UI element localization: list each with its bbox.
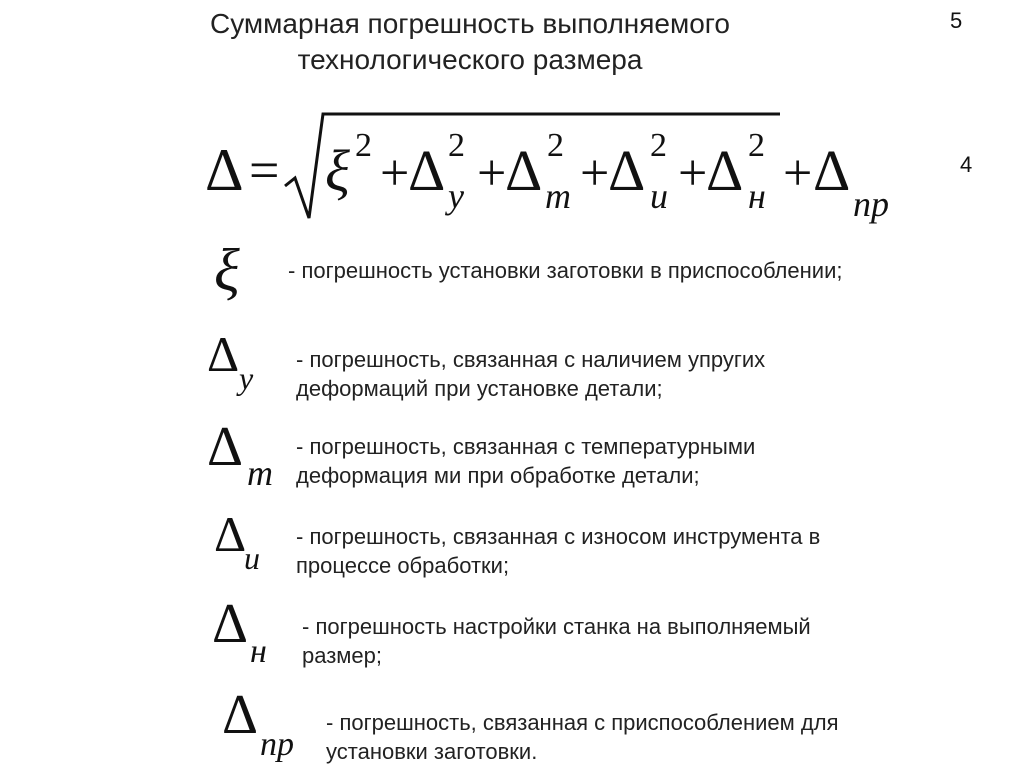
formula-xi: ξ: [325, 138, 350, 203]
definition-symbol-delta-pr: [220, 685, 330, 765]
definition-symbol-xi: [212, 238, 282, 308]
definition-delta-n: [302, 612, 811, 670]
definition-delta-i: [296, 522, 820, 580]
formula-total-delta: Δ: [205, 137, 244, 203]
formula-number: 4: [960, 152, 973, 177]
delta-t-symbol-svg: [205, 415, 295, 495]
formula-delta-y: Δ: [408, 138, 446, 203]
formula-equals: =: [249, 140, 280, 200]
formula-delta-t: Δ: [505, 138, 543, 203]
formula-sub-n: н: [748, 176, 766, 216]
definition-delta-y: [296, 345, 765, 403]
formula-sub-pr: пр: [853, 184, 889, 224]
definition-delta-pr-line-1: - погрешность, связанная с приспособлением для: [326, 710, 839, 735]
definition-delta-i-line-1: - погрешность, связанная с износом инструмента в: [296, 524, 821, 549]
title-line-1: Суммарная погрешность выполняемого: [210, 8, 730, 39]
title-line-2: технологического размера: [297, 44, 643, 75]
delta-pr-subscript: пр: [260, 726, 294, 763]
delta-n-symbol-svg: [210, 592, 300, 672]
formula-sub-i: и: [650, 176, 668, 216]
delta-y-symbol: Δ: [207, 326, 240, 382]
delta-y-symbol-svg: [205, 325, 285, 400]
delta-i-subscript: и: [244, 540, 260, 576]
formula-delta-i: Δ: [608, 138, 646, 203]
delta-n-subscript: н: [250, 633, 267, 670]
slide-number: 5: [950, 8, 963, 33]
definition-symbol-delta-n: [210, 592, 300, 672]
delta-pr-symbol-svg: [220, 685, 330, 765]
formula-plus-4: +: [678, 145, 708, 202]
formula-sub-t: т: [545, 176, 571, 216]
delta-pr-symbol: Δ: [222, 685, 259, 746]
delta-t-subscript: т: [247, 453, 273, 493]
definition-delta-y-line-2: деформаций при установке детали;: [296, 376, 663, 401]
definition-delta-i-line-2: процессе обработки;: [296, 553, 510, 578]
definition-delta-pr-line-2: установки заготовки.: [326, 739, 538, 764]
delta-y-subscript: у: [239, 360, 254, 396]
formula-delta-i-square: 2: [650, 127, 667, 164]
definition-delta-y-line-1: - погрешность, связанная с наличием упругих: [296, 347, 766, 372]
definition-symbol-delta-t: [205, 415, 295, 495]
xi-symbol-svg: [212, 238, 282, 308]
formula-svg: [205, 108, 905, 233]
definition-delta-t: [296, 432, 755, 490]
definition-delta-t-line-2: деформация ми при обработке детали;: [296, 463, 700, 488]
slide-title: [150, 6, 790, 78]
definition-delta-n-line-2: размер;: [302, 643, 383, 668]
formula-delta-n-square: 2: [748, 127, 765, 164]
formula-delta-pr: Δ: [813, 138, 851, 203]
error-formula: [205, 108, 905, 233]
formula-plus-5: +: [783, 145, 813, 202]
definition-xi-line-1: - погрешность установки заготовки в приспособлении;: [288, 258, 843, 283]
definition-delta-t-line-1: - погрешность, связанная с температурными: [296, 434, 756, 459]
definition-symbol-delta-i: [212, 505, 292, 580]
definition-delta-n-line-1: - погрешность настройки станка на выполняемый: [302, 614, 811, 639]
formula-sub-y: у: [448, 176, 464, 216]
formula-plus-2: +: [477, 145, 507, 202]
formula-delta-t-square: 2: [547, 127, 564, 164]
formula-xi-square: 2: [355, 127, 372, 164]
delta-i-symbol: Δ: [214, 506, 247, 562]
xi-symbol: ξ: [214, 238, 240, 303]
formula-plus-1: +: [380, 145, 410, 202]
delta-t-symbol: Δ: [207, 416, 244, 478]
formula-plus-3: +: [580, 145, 610, 202]
formula-delta-y-square: 2: [448, 127, 465, 164]
delta-n-symbol: Δ: [212, 593, 249, 655]
definition-delta-pr: [326, 708, 838, 766]
definition-xi: [288, 256, 842, 285]
definition-symbol-delta-y: [205, 325, 285, 400]
delta-i-symbol-svg: [212, 505, 292, 580]
formula-delta-n: Δ: [706, 138, 744, 203]
